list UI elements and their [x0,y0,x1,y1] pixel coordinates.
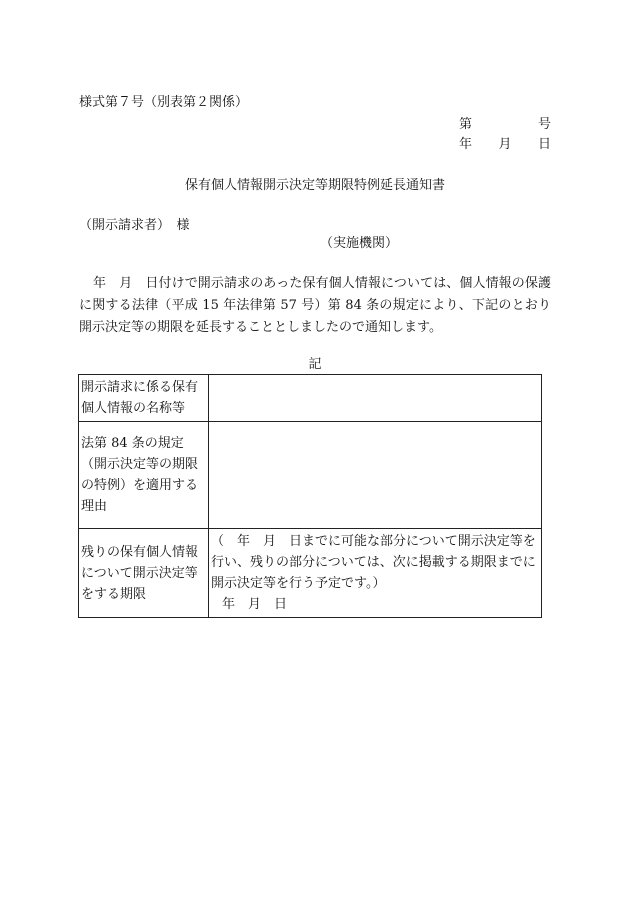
issue-date [459,138,551,151]
number-go-label: 号 [537,117,551,132]
row1-value [209,375,542,422]
table-row [79,529,542,618]
document-number [459,118,551,131]
table-row [79,422,542,529]
row2-label: 法第 84 条の規定（開示決定等の期限の特例）を適用する理由 [79,422,209,529]
ki-heading: 記 [308,357,322,372]
date-year-label: 年 [459,137,473,152]
recipient-line: （開示請求者） 様 [79,218,190,233]
row3-value: （ 年 月 日までに可能な部分について開示決定等を行い、残りの部分については、次に掲載する期限までに開示決定等を行う予定です。） [211,534,536,591]
details-table [78,374,542,618]
row2-value [209,422,542,529]
document-title: 保有個人情報開示決定等期限特例延長通知書 [184,178,445,193]
table-row [79,375,542,422]
body-paragraph: 年 月 日付けで開示請求のあった保有個人情報については、個人情報の保護に関する法律（平成 15 年法律第 57 号）第 84 条の規定により、下記のとおり開示決定等の期限を延長することとしましたので通知します。 [79,276,551,335]
number-dai-label: 第 [459,117,473,132]
row3-value-cell [209,529,542,618]
issuer-line: （実施機関） [320,236,399,251]
form-number: 様式第７号（別表第２関係） [79,95,249,110]
date-day-label: 日 [537,137,551,152]
row3-label: 残りの保有個人情報について開示決定等をする期限 [79,529,209,618]
row3-date: 年 月 日 [222,597,288,612]
row1-label: 開示請求に係る保有個人情報の名称等 [79,375,209,422]
date-month-label: 月 [498,137,512,152]
